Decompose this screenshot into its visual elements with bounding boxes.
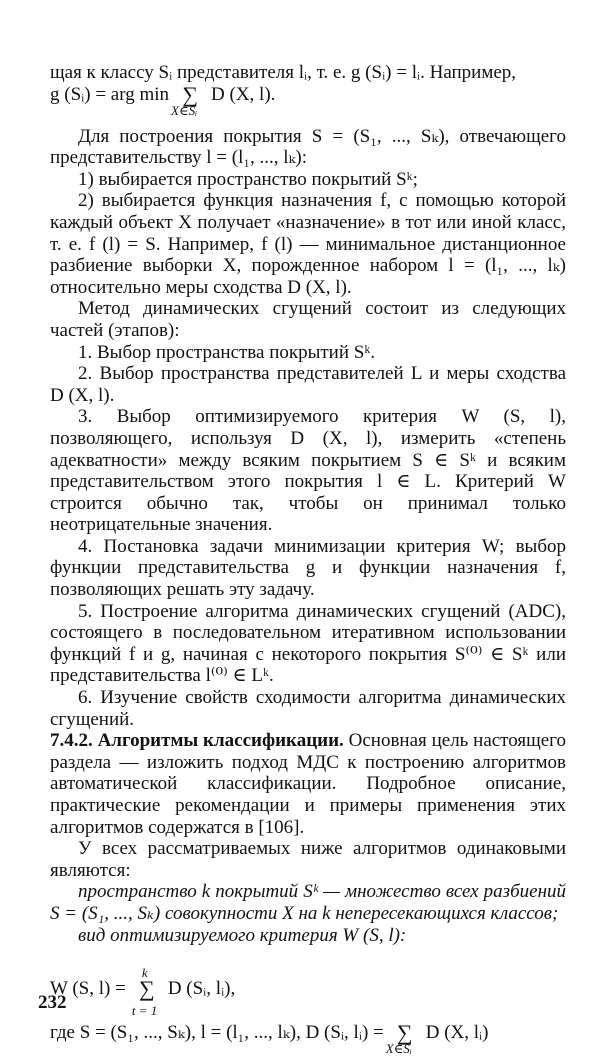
paragraph-14: пространство k покрытий Sᵏ — множество всех разбиений S = (S₁, ..., Sₖ) совокупности X на k непересекающихся классов; — [50, 881, 566, 924]
paragraph-15: вид оптимизируемого критерия W (S, l): — [78, 924, 407, 946]
formula-definitions: где S = (S₁, ..., Sₖ), l = (l₁, ..., lₖ), D (Sᵢ, lᵢ) = ∑ X∈Sᵢ D (X, lᵢ) — [50, 1020, 489, 1057]
paragraph-2: Для построения покрытия S = (S₁, ..., Sₖ), отвечающего представительству l = (l₁, ..., lₖ): — [50, 125, 566, 169]
list-item-5: 5. Построение алгоритма динамических сгущений (ADC), состоящего в последовательном итеративном использовании функций f и g, начиная с некоторого покрытия S⁽⁰⁾ ∈ Sᵏ или представительства l⁽⁰⁾ ∈ Lᵏ. — [50, 600, 566, 687]
paragraph-4: 2) выбирается функция назначения f, с помощью которой каждый объект X получает «назначение» в тот или иной класс, т. е. f (l) = S. Например, f (l) — минимальное дистанционное разбиение выборки X, порожденное набором l = (l₁, ..., lₖ) относительно меры сходства D (X, l). — [50, 190, 566, 298]
math-line-argmin: g (Sᵢ) = arg min ∑ X∈Sᵢ D (X, l). — [50, 81, 276, 118]
list-item-4: 4. Постановка задачи минимизации критерия W; выбор функции представительства g и функции назначения f, позволяющих решать эту задачу. — [50, 535, 566, 601]
section-paragraph: 7.4.2. Алгоритмы классификации. Основная цель настоящего раздела — изложить подход МДС к построению алгоритмов автоматической классификации. Подробное описание, практические рекомендации и примеры применения этих алгоритмов содержатся в [106]. — [50, 730, 567, 838]
formula-criterion: W (S, l) = k ∑ t = 1 D (Sᵢ, lᵢ), — [50, 965, 236, 1019]
summation-sign: k ∑ t = 1 — [131, 965, 158, 1019]
paragraph-13: У всех рассматриваемых ниже алгоритмов одинаковыми являются: — [50, 838, 566, 881]
page-number: 232 — [38, 992, 67, 1013]
list-item-6: 6. Изучение свойств сходимости алгоритма динамических сгущений. — [50, 687, 566, 730]
list-item-1: 1. Выбор пространства покрытий Sᵏ. — [78, 341, 376, 363]
list-item-3: 3. Выбор оптимизируемого критерия W (S, l), позволяющего, используя D (X, l), измерить «степень адекватности» между всяким покрытием S ∈ Sᵏ и всяким представительством этого покрытия l ∈ L. Критерий W строится обычно так, чтобы он принимал только неотрицательные значения. — [50, 406, 566, 536]
list-item-2: 2. Выбор пространства представителей L и меры сходства D (X, l). — [50, 363, 566, 406]
paragraph-1: щая к классу Sᵢ представителя lᵢ, т. е. g (Sᵢ) = lᵢ. Например, — [50, 62, 517, 83]
paragraph-3: 1) выбирается пространство покрытий Sᵏ; — [78, 168, 418, 190]
summation-sign: ∑ X∈Sᵢ — [171, 81, 198, 118]
section-heading: 7.4.2. Алгоритмы классификации. — [50, 730, 344, 752]
paragraph-5: Метод динамических сгущений состоит из следующих частей (этапов): — [50, 298, 566, 341]
summation-sign: ∑ X∈Sᵢ — [385, 1020, 413, 1057]
